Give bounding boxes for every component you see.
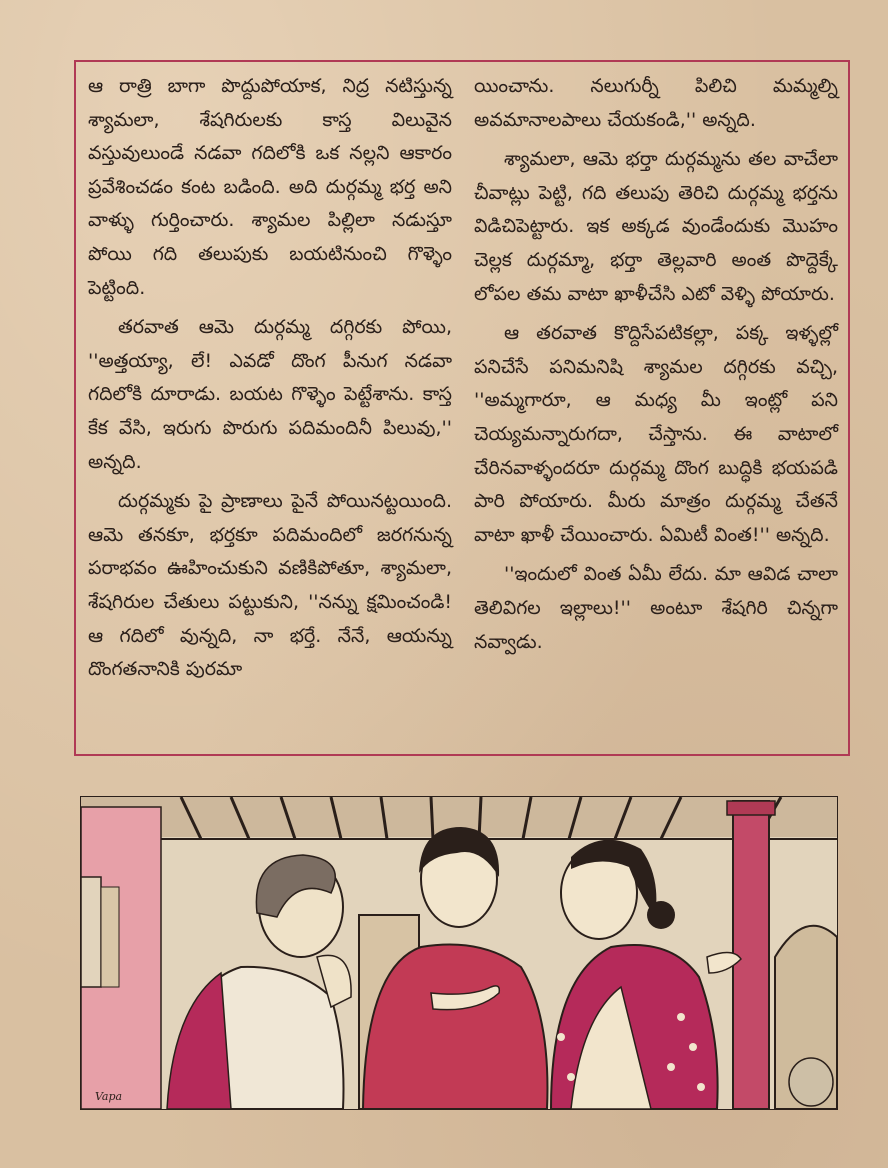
story-paragraph: ఆ రాత్రి బాగా పొద్దుపోయాక, నిద్ర నటిస్తున్న శ్యామలా, శేషగిరులకు కాస్త విలువైన వస్తువులుండే నడవా గదిలోకి ఒక నల్లని ఆకారం ప్రవేశించడం కంట బడింది. అది దుర్గమ్మ భర్త అని వాళ్ళు గుర్తించారు. శ్యామల పిల్లిలా నడుస్తూ పోయి గది తలుపుకు బయటినుంచి గొళ్ళెం పెట్టింది. bbox=[88, 75, 452, 299]
story-paragraph: ఆ తరవాత కొద్దిసేపటికల్లా, పక్క ఇళ్ళల్లో పనిచేసే పనిమనిషి శ్యామల దగ్గిరకు వచ్చి, ''అమ్మగారూ, ఆ మధ్య మీ ఇంట్లో పని చెయ్యమన్నారుగదా, చేస్తాను. ఈ వాటాలో చేరినవాళ్ళందరూ దుర్గమ్మ దొంగ బుద్ధికి భయపడి పారి పోయారు. మీరు మాత్రం దుర్గమ్మ చేతనే వాటా ఖాళీ చేయించారు. ఏమిటీ వింత!'' అన్నది. bbox=[474, 322, 838, 546]
story-paragraph: దుర్గమ్మకు పై ప్రాణాలు పైనే పోయినట్టయింది. ఆమె తనకూ, భర్తకూ పదిమందిలో జరగనున్న పరాభవం ఊహించుకుని వణికిపోతూ, శ్యామలా, శేషగిరుల చేతులు పట్టుకుని, ''నన్ను క్షమించండి! ఆ గదిలో వున్నది, నా భర్తే. నేనే, ఆయన్ను దొంగతనానికి పురమా bbox=[88, 490, 452, 681]
artist-signature: Vapa bbox=[95, 1090, 123, 1103]
story-right-column bbox=[462, 62, 848, 754]
story-text-box bbox=[74, 60, 850, 756]
story-paragraph: శ్యామలా, ఆమె భర్తా దుర్గమ్మను తల వాచేలా చీవాట్లు పెట్టి, గది తలుపు తెరిచి దుర్గమ్మ భర్తను విడిచిపెట్టారు. ఇక అక్కడ వుండేందుకు మొహం చెల్లక దుర్గమ్మా, భర్తా తెల్లవారి అంత పొద్దెక్కే లోపల తమ వాటా ఖాళీచేసి ఎటో వెళ్ళి పోయారు. bbox=[474, 148, 838, 305]
story-paragraph: ''ఇందులో వింత ఏమీ లేదు. మా ఆవిడ చాలా తెలివిగల ఇల్లాలు!'' అంటూ శేషగిరి చిన్నగా నవ్వాడు. bbox=[474, 563, 838, 653]
illustration-scene bbox=[81, 797, 837, 1109]
story-left-column bbox=[76, 62, 462, 754]
story-illustration bbox=[80, 796, 838, 1110]
story-paragraph: తరవాత ఆమె దుర్గమ్మ దగ్గిరకు పోయి, ''అత్తయ్యా, లే! ఎవడో దొంగ పీనుగ నడవా గదిలోకి దూరాడు. బయట గొళ్ళెం పెట్టేశాను. కాస్త కేక వేసి, ఇరుగు పొరుగు పదిమందినీ పిలువు,'' అన్నది. bbox=[88, 316, 452, 473]
story-paragraph: యించాను. నలుగుర్నీ పిలిచి మమ్మల్ని అవమానాలపాలు చేయకండి,'' అన్నది. bbox=[474, 75, 838, 131]
